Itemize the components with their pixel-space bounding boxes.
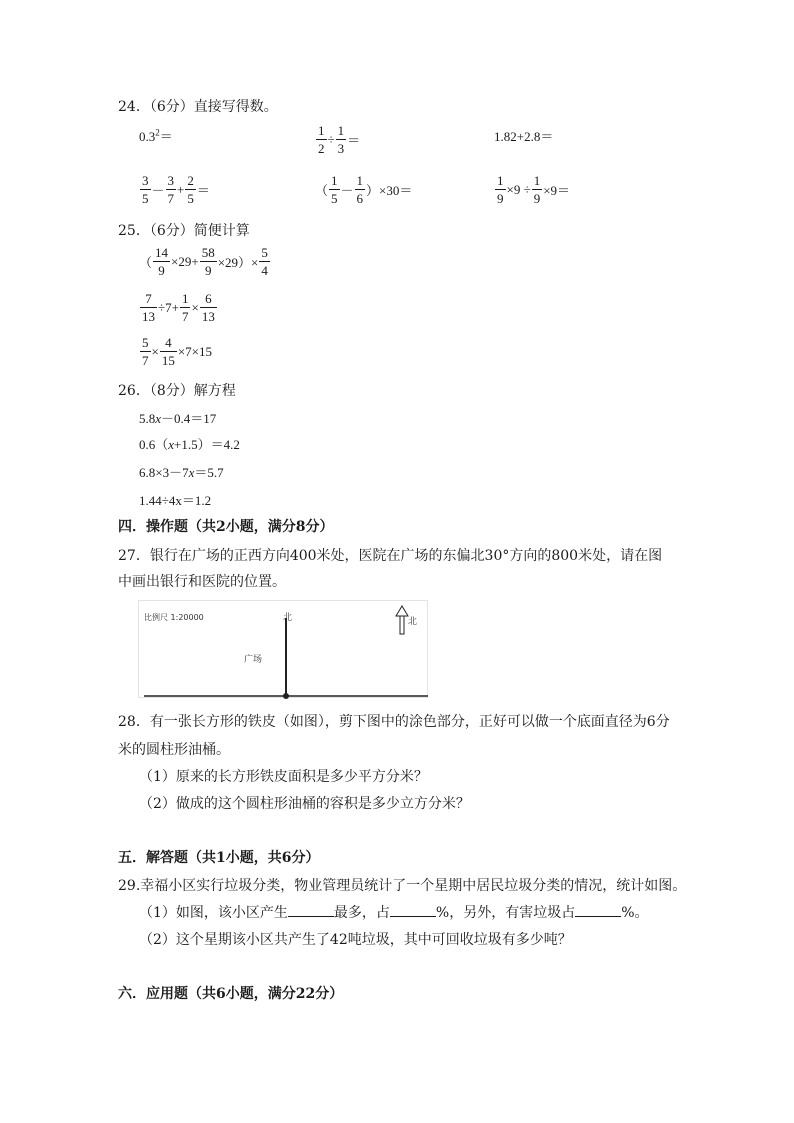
q28-sub-1: （1）原来的长方形铁皮面积是多少平方分米？ bbox=[139, 769, 428, 785]
q24-e1-base: 0.3 bbox=[139, 129, 156, 144]
fraction: $\frac{5}{4}$ bbox=[261, 245, 268, 278]
section-6-title: 六．应用题（共6小题，满分22分） bbox=[118, 986, 344, 1002]
map-drawing bbox=[138, 600, 428, 700]
q25-line-1: （ $\frac{14}{9}$ ×29+ $\frac{58}{9}$ ×29）× $\frac{5}{4}$ bbox=[139, 245, 268, 278]
fraction: $\frac{1}{9}$ bbox=[533, 173, 541, 206]
fraction: $\frac{3}{5}$ bbox=[142, 173, 149, 206]
map-frame bbox=[139, 601, 428, 698]
q27-map-figure bbox=[138, 600, 428, 700]
q26-title: 26．（8分）解方程 bbox=[118, 383, 236, 399]
fraction: $\frac{6}{13}$ bbox=[201, 291, 215, 324]
q27-line-2: 中画出银行和医院的位置。 bbox=[118, 574, 286, 590]
fraction: $\frac{1}{7}$ bbox=[181, 291, 189, 324]
q26-equation-4: 1.44÷4x＝1.2 bbox=[139, 493, 212, 508]
fraction: $\frac{1}{5}$ bbox=[331, 173, 338, 206]
q26-equation-2: 0.6（x+1.5）＝4.2 bbox=[139, 437, 240, 452]
q29-sub-2: （2）这个星期该小区共产生了42吨垃圾，其中可回收垃圾有多少吨？ bbox=[139, 932, 572, 948]
q26-equation-3: 6.8×3－7x＝5.7 bbox=[139, 465, 224, 480]
fraction: $\frac{4}{15}$ bbox=[161, 335, 175, 368]
map-square-label: 广场 bbox=[244, 655, 263, 665]
q25-title: 25．（6分）简便计算 bbox=[118, 223, 250, 239]
q24-expr-6: $\frac{1}{9}$ ×9 ÷ $\frac{1}{9}$ ×9＝ bbox=[497, 173, 571, 206]
fraction: $\frac{2}{5}$ bbox=[187, 173, 194, 206]
fraction: $\frac{1}{3}$ bbox=[337, 123, 345, 156]
q29-line-1: 29.幸福小区实行垃圾分类，物业管理员统计了一个星期中居民垃圾分类的情况，统计如图。 bbox=[118, 878, 687, 894]
q26-equation-1: 5.8x－0.4＝17 bbox=[139, 411, 217, 426]
q28-line-1: 28．有一张长方形的铁皮（如图），剪下图中的涂色部分，正好可以做一个底面直径为6分 bbox=[118, 714, 670, 730]
section-4-title: 四．操作题（共2小题，满分8分） bbox=[118, 519, 334, 535]
q24-title: 24．（6分）直接写得数。 bbox=[118, 99, 278, 115]
q24-e1-eq: ＝ bbox=[159, 129, 173, 144]
fraction: $\frac{58}{9}$ bbox=[201, 245, 215, 278]
section-5-title: 五．解答题（共1小题，共6分） bbox=[118, 850, 320, 866]
fraction: $\frac{1}{9}$ bbox=[497, 173, 504, 206]
q24-expr-4: $\frac{3}{5}$ － $\frac{3}{7}$ + $\frac{2}{5}$ ＝ bbox=[142, 173, 210, 206]
q25-line-3: $\frac{5}{7}$ × $\frac{4}{15}$ ×7×15 bbox=[142, 335, 213, 368]
q25-line-2: $\frac{7}{13}$ ÷7+ $\frac{1}{7}$ × $\frac{6}{13}$ bbox=[142, 291, 215, 324]
answer-blank[interactable] bbox=[575, 904, 621, 917]
q24-expr-1 bbox=[139, 126, 173, 145]
square-center-point bbox=[283, 693, 289, 699]
q24-expr-2: $\frac{1}{2}$ ÷ $\frac{1}{3}$ ＝ bbox=[318, 123, 361, 156]
q27-line-1: 27．银行在广场的正西方向400米处，医院在广场的东偏北30°方向的800米处，请在图 bbox=[118, 548, 663, 564]
north-arrow-icon bbox=[396, 606, 408, 634]
q28-sub-2: （2）做成的这个圆柱形油桶的容积是多少立方分米？ bbox=[139, 796, 470, 812]
fraction: $\frac{3}{7}$ bbox=[167, 173, 175, 206]
map-north-axis-label: 北 bbox=[283, 613, 293, 623]
fraction: $\frac{14}{9}$ bbox=[155, 245, 169, 278]
q24-e1-exp: 2 bbox=[155, 127, 160, 138]
fraction: $\frac{5}{7}$ bbox=[142, 335, 149, 368]
answer-blank[interactable] bbox=[288, 904, 334, 917]
q24-expr-3: 1.82+2.8＝ bbox=[494, 129, 554, 144]
q29-sub-1: （1）如图，该小区产生 最多，占 %，另外，有害垃圾占 %。 bbox=[139, 905, 649, 921]
q24-expr-5: （ $\frac{1}{5}$ － $\frac{1}{6}$ ）×30＝ bbox=[315, 173, 413, 206]
map-scale-label: 比例尺 1:20000 bbox=[144, 613, 204, 622]
fraction: $\frac{1}{6}$ bbox=[356, 173, 364, 206]
fraction: $\frac{1}{2}$ bbox=[318, 123, 325, 156]
answer-blank[interactable] bbox=[390, 904, 436, 917]
fraction: $\frac{7}{13}$ bbox=[142, 291, 155, 324]
map-north-arrow-label: 北 bbox=[408, 617, 418, 627]
q28-line-2: 米的圆柱形油桶。 bbox=[118, 742, 230, 758]
